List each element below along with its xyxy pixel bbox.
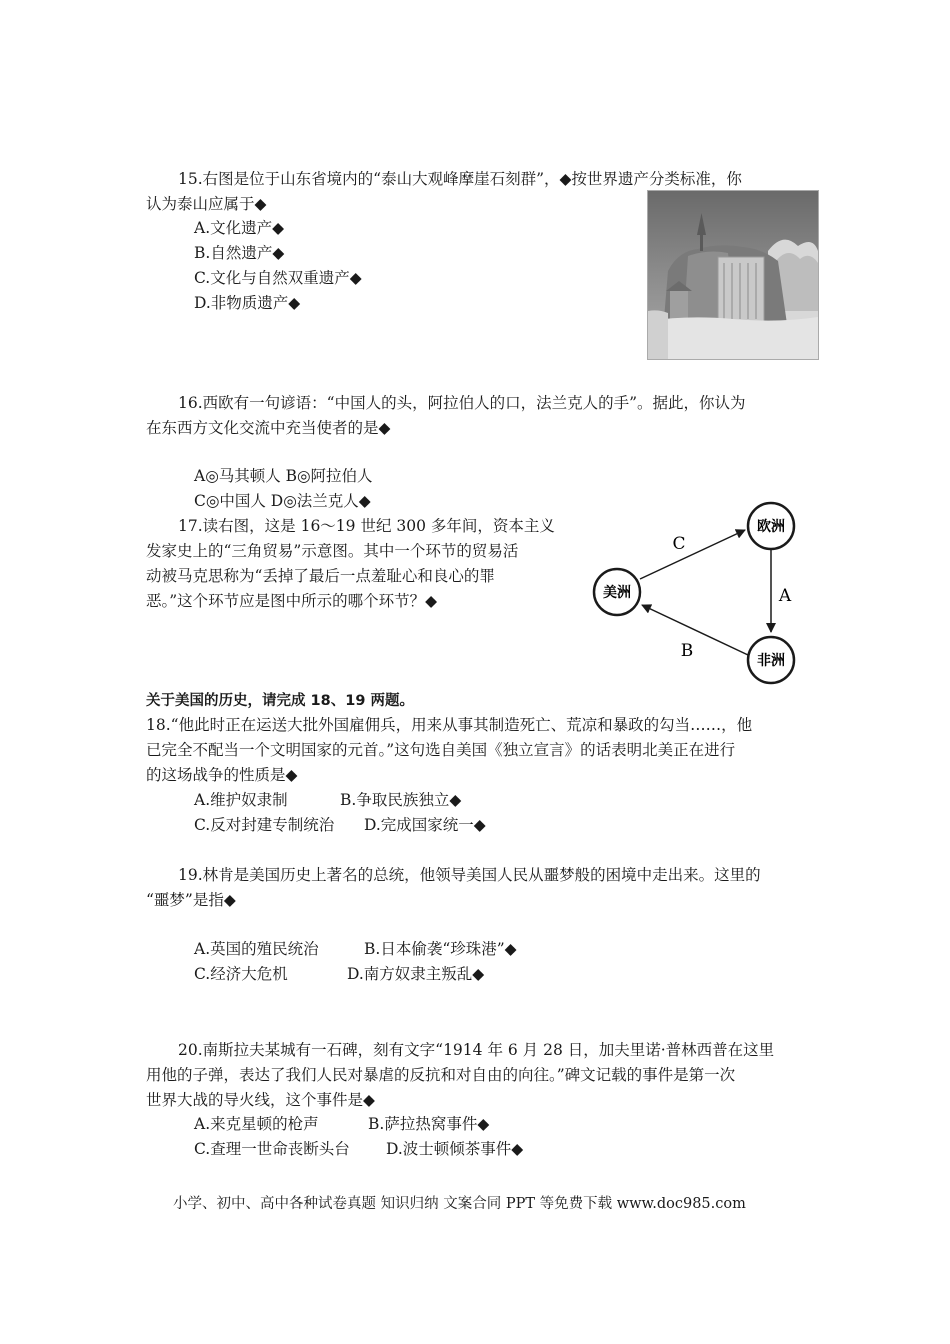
q20-stem-line1: 20.南斯拉夫某城有一石碑，刻有文字“1914 年 6 月 28 日，加夫里诺·普林西普在这里 [178,1041,775,1059]
q18-option-a: A.维护奴隶制 [194,791,288,809]
q19-option-c: C.经济大危机 [194,965,288,983]
node-europe-label: 欧洲 [757,519,785,535]
q20-option-a: A.来克星顿的枪声 [194,1115,319,1133]
q15-option-c: C.文化与自然双重遗产◆ [194,269,362,287]
q15-stem-line2: 认为泰山应属于◆ [146,195,267,213]
page-footer: 小学、初中、高中各种试卷真题 知识归纳 文案合同 PPT 等免费下载 www.doc985.com [173,1196,746,1212]
q20-stem-line2: 用他的子弹，表达了我们人民对暴虐的反抗和对自由的向往。”碑文记载的事件是第一次 [146,1066,736,1084]
q19-stem-line1: 19.林肯是美国历史上著名的总统，他领导美国人民从噩梦般的困境中走出来。这里的 [178,866,761,884]
taishan-cliff-inscription-photo [647,190,819,360]
q18-option-b: B.争取民族独立◆ [340,791,462,809]
edge-c-arrow [640,530,745,579]
q16-stem-line1: 16.西欧有一句谚语：“中国人的头，阿拉伯人的口，法兰克人的手”。据此，你认为 [178,394,746,412]
edge-a-label: A [778,586,792,606]
edge-b-arrow [642,605,748,655]
q19-option-a: A.英国的殖民统治 [194,940,319,958]
q20-option-d: D.波士顿倾茶事件◆ [386,1140,524,1158]
q19-stem-line2: “噩梦”是指◆ [146,891,236,909]
taishan-photo-illustration [648,191,818,359]
q16-options-cd: C◎中国人 D◎法兰克人◆ [194,492,371,510]
q18-stem-line1: 18.“他此时正在运送大批外国雇佣兵，用来从事其制造死亡、荒凉和暴政的勾当……，他 [146,716,753,734]
q20-option-b: B.萨拉热窝事件◆ [368,1115,490,1133]
q17-stem-line3: 动被马克思称为“丢掉了最后一点羞耻心和良心的罪 [146,567,495,585]
q15-option-b: B.自然遗产◆ [194,244,285,262]
q18-stem-line3: 的这场战争的性质是◆ [146,766,298,784]
section-heading-18-19: 关于美国的历史，请完成 18、19 两题。 [146,693,414,709]
q19-option-d: D.南方奴隶主叛乱◆ [347,965,485,983]
q15-option-d: D.非物质遗产◆ [194,294,301,312]
triangular-trade-diagram [588,497,820,689]
node-america-label: 美洲 [603,585,631,601]
edge-c-label: C [672,534,686,554]
q18-option-d: D.完成国家统一◆ [364,816,486,834]
q15-stem-line1: 15.右图是位于山东省境内的“泰山大观峰摩崖石刻群”，◆按世界遗产分类标准，你 [178,170,742,188]
node-africa-label: 非洲 [757,653,785,669]
q15-option-a: A.文化遗产◆ [194,219,285,237]
q17-stem-line1: 17.读右图，这是 16～19 世纪 300 多年间，资本主义 [178,517,555,535]
q16-options-ab: A◎马其顿人 B◎阿拉伯人 [194,467,373,485]
q20-stem-line3: 世界大战的导火线，这个事件是◆ [146,1091,375,1109]
q16-stem-line2: 在东西方文化交流中充当使者的是◆ [146,419,391,437]
q20-option-c: C.查理一世命丧断头台 [194,1140,350,1158]
edge-b-label: B [680,641,694,661]
q19-option-b: B.日本偷袭“珍珠港”◆ [364,940,517,958]
q17-stem-line2: 发家史上的“三角贸易”示意图。其中一个环节的贸易活 [146,542,519,560]
q18-stem-line2: 已完全不配当一个文明国家的元首。”这句选自美国《独立宣言》的话表明北美正在进行 [146,741,736,759]
q18-option-c: C.反对封建专制统治 [194,816,335,834]
q17-stem-line4: 恶。”这个环节应是图中所示的哪个环节？◆ [146,592,438,610]
